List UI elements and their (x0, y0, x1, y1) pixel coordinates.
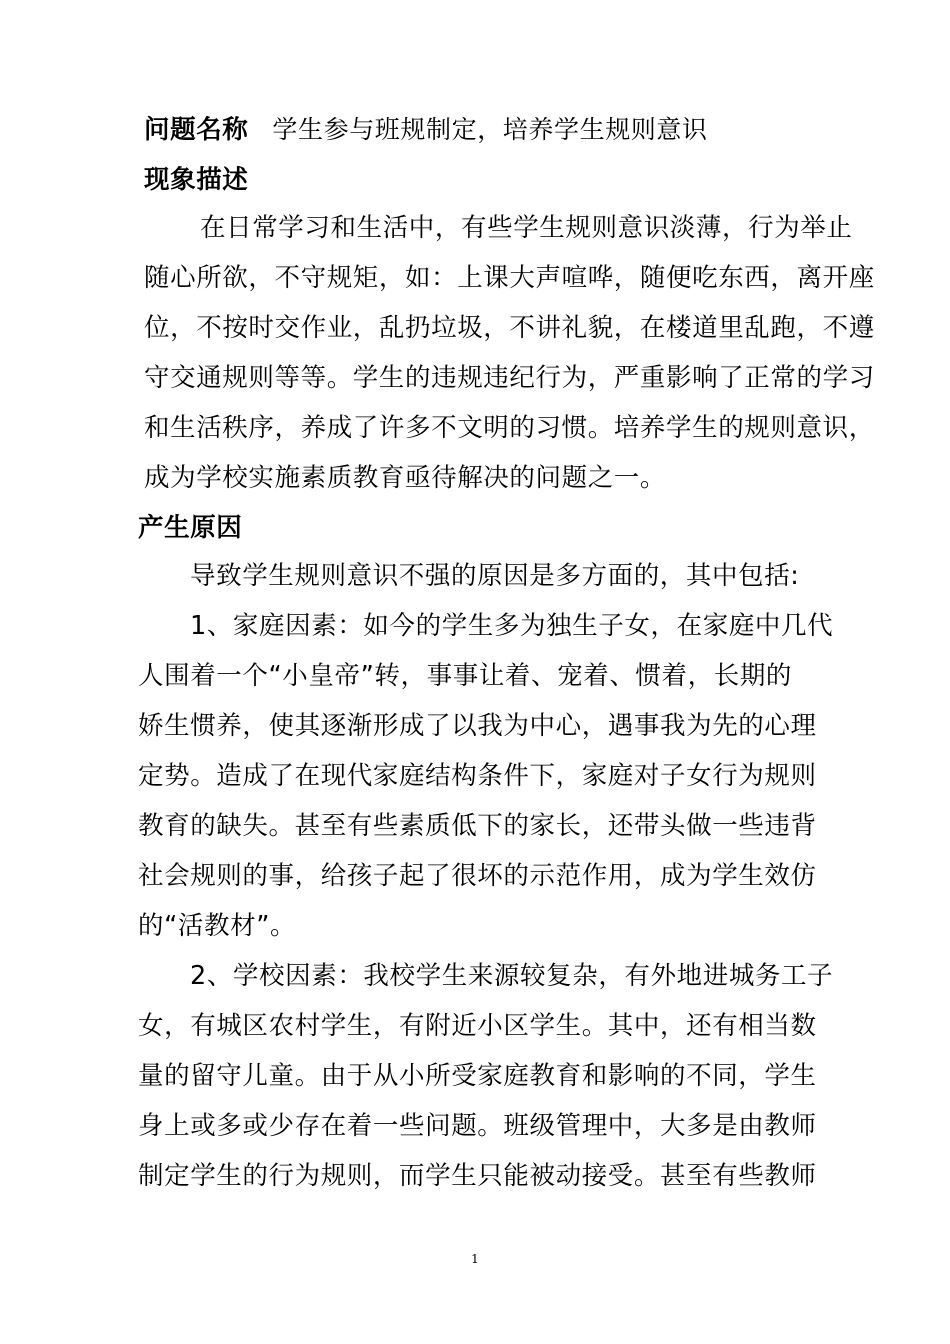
paragraph-line: 导致学生规则意识不强的原因是多方面的，其中包括: (190, 561, 800, 591)
paragraph-line: 和生活秩序，养成了许多不文明的习惯。培养学生的规则意识， (144, 413, 875, 443)
paragraph-line: 随心所欲，不守规矩，如：上课大声喧哗，随便吃东西，离开座 (144, 263, 875, 293)
paragraph-line: 1、家庭因素：如今的学生多为独生子女，在家庭中几代 (190, 611, 834, 641)
section-heading-causes: 产生原因 (138, 513, 243, 543)
paragraph-line: 身上或多或少存在着一些问题。班级管理中，大多是由教师 (138, 1111, 817, 1141)
paragraph-line: 位，不按时交作业，乱扔垃圾，不讲礼貌，在楼道里乱跑，不遵 (144, 313, 875, 343)
paragraph-line: 成为学校实施素质教育亟待解决的问题之一。 (144, 463, 667, 493)
title-label: 问题名称 (144, 115, 249, 145)
section-heading-phenomenon: 现象描述 (144, 165, 249, 195)
paragraph-line: 的“活教材”。 (138, 911, 297, 941)
paragraph-line: 在日常学习和生活中，有些学生规则意识淡薄，行为举止 (200, 213, 853, 243)
title-text: 学生参与班规制定，培养学生规则意识 (272, 115, 708, 144)
paragraph-line: 娇生惯养，使其逐渐形成了以我为中心，遇事我为先的心理 (138, 711, 817, 741)
document-title (144, 112, 708, 148)
paragraph-line: 2、学校因素：我校学生来源较复杂，有外地进城务工子 (190, 961, 834, 991)
page-number: 1 (471, 1252, 479, 1266)
paragraph-line: 守交通规则等等。学生的违规违纪行为，严重影响了正常的学习 (144, 363, 875, 393)
paragraph-line: 社会规则的事，给孩子起了很坏的示范作用，成为学生效仿 (138, 861, 817, 891)
paragraph-line: 定势。造成了在现代家庭结构条件下，家庭对子女行为规则 (138, 761, 817, 791)
paragraph-line: 量的留守儿童。由于从小所受家庭教育和影响的不同，学生 (138, 1061, 817, 1091)
paragraph-line: 女，有城区农村学生，有附近小区学生。其中，还有相当数 (138, 1011, 817, 1041)
paragraph-line: 人围着一个“小皇帝”转，事事让着、宠着、惯着，长期的 (138, 661, 793, 691)
paragraph-line: 教育的缺失。甚至有些素质低下的家长，还带头做一些违背 (138, 811, 817, 841)
paragraph-line: 制定学生的行为规则，而学生只能被动接受。甚至有些教师 (138, 1161, 817, 1191)
